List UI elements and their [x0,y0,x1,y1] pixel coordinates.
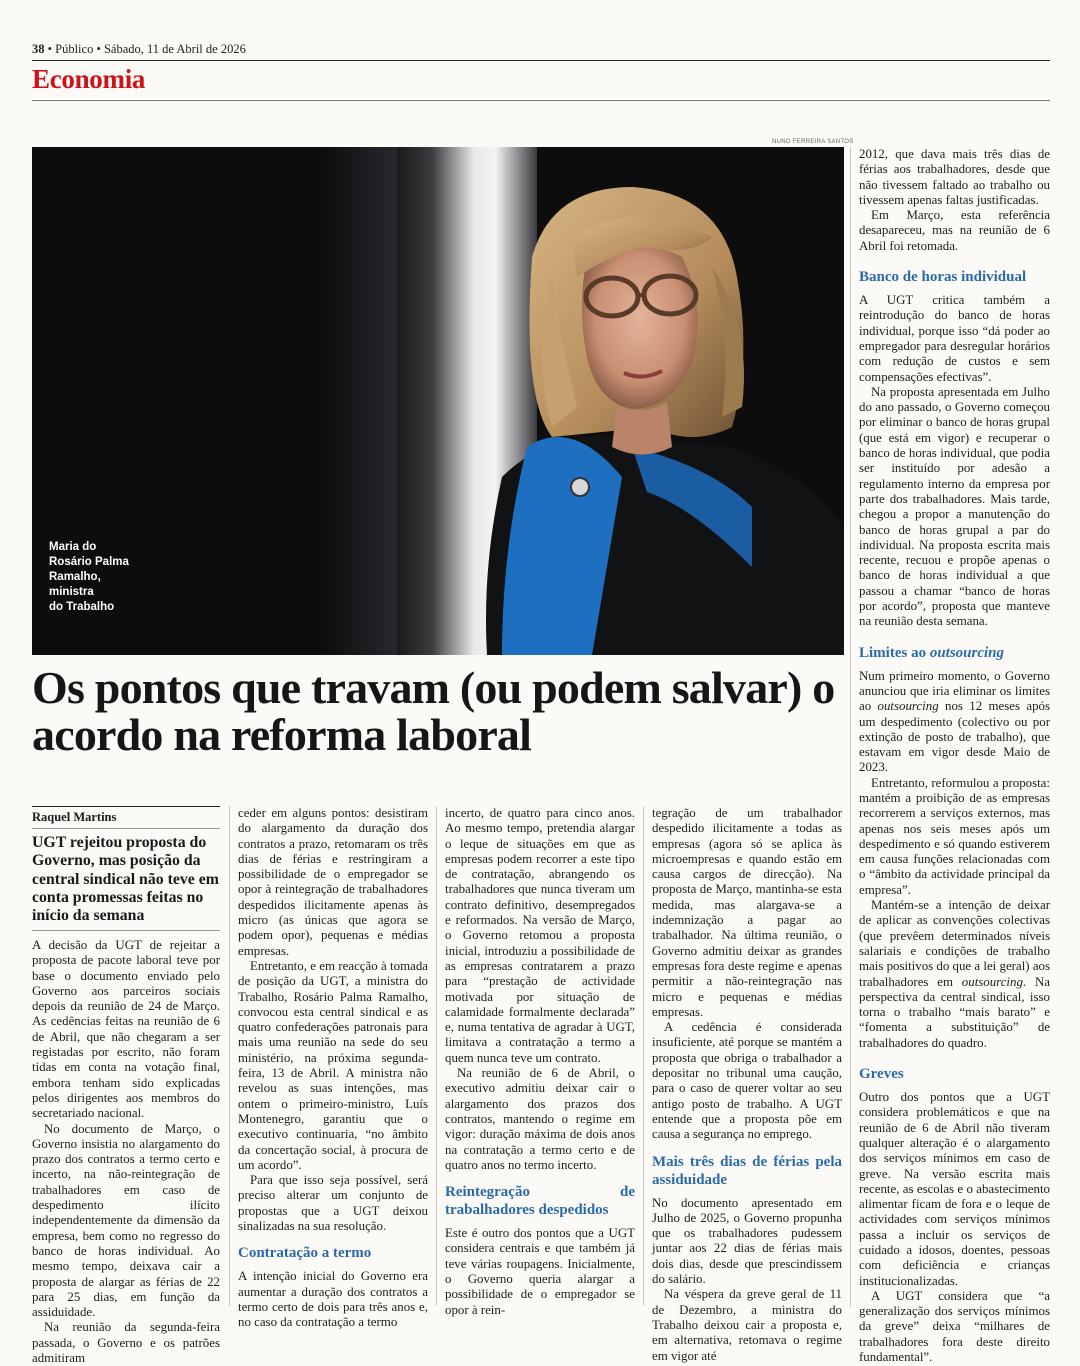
article-lead: UGT rejeitou proposta do Governo, mas posição da central sindical não teve em conta promessas feitas no início da semana [32,834,219,925]
body-paragraph: A decisão da UGT de rejeitar a proposta de pacote laboral teve por base o documento enviado pelo Governo aos parceiros sociais depois da reunião de 24 de Março. As cedências feitas na reunião de 6 de Abril, que não chegaram a ser registadas por escrito, não foram tidas em conta na votação final, embora tenham sido explicadas pelos dirigentes aos membros do secretariado nacional. [32,938,220,1121]
body-paragraph: Este é outro dos pontos que a UGT considera centrais e que também já teve várias roupagens. Inicialmente, o Governo queria alargar a possibilidade de o empregador se opor à rein- [445,1226,635,1317]
column-rule [850,147,851,1307]
body-paragraph: ceder em alguns pontos: desistiram do alargamento da duração dos contratos a prazo, retomaram os três dias de férias e restringiram a possibilidade de o empregador se opor à reintegração de trabalhadores despedidos ilicitamente apenas às micro (as únicas que agora se podem opor), pequenas e médias empresas. [238,806,428,958]
section-rule [32,100,1050,101]
page-folio [32,42,246,57]
subheading-greves: Greves [859,1066,904,1083]
body-paragraph: Na reunião da segunda-feira passada, o Governo e os patrões admitiram [32,1320,220,1366]
caption-line: Rosário Palma [49,556,129,568]
body-paragraph: Em Março, esta referência desapareceu, mas na reunião de 6 Abril foi retomada. [859,208,1050,253]
byline-rule [32,828,220,829]
caption-line: Maria do [49,541,97,553]
body-paragraph: Na véspera da greve geral de 11 de Dezembro, a ministra do Trabalho deixou cair a proposta e, em alternativa, retomava o regime em vigor até [652,1287,842,1363]
column-rule [436,806,437,1306]
subheading-contratacao: Contratação a termo [238,1245,372,1262]
subheading-reintegracao: Reintegração de trabalhadores despedidos [445,1184,635,1219]
body-paragraph: A UGT considera que “a generalização dos serviços mínimos da greve” deixa “milhares de trabalhadores fora deste direito fundamental”. [859,1288,1050,1365]
page-number: 38 [32,42,45,56]
byline-rule [32,806,220,807]
body-paragraph: 2012, que dava mais três dias de férias aos trabalhadores, desde que não tivessem faltado ao trabalho ou tivessem apenas faltas justificadas. [859,147,1050,207]
column-rule [643,806,644,1306]
subheading-italic: outsourcing [929,644,1005,661]
text-run: . Na perspectiva da central sindical, isso torna o trabalho “mais barato” e “fomenta a substituição” de trabalhadores do quadro. [859,974,1050,1050]
caption-line: Ramalho, [49,571,101,583]
body-paragraph: tegração de um trabalhador despedido ilicitamente a todas as empresas (agora só se aplica às microempresas e quando estão em causa cargos de direcção). Na proposta de Março, mantinha-se esta medida, mas alargava-se a indemnização a pagar ao trabalhador. Na última reunião, o Governo admitiu deixar as grandes empresas fora deste regime e apenas permitir a não-reintegração nas micro e pequenas e médias empresas. [652,806,842,1019]
text-run-italic: outsourcing [877,699,939,714]
lead-rule [32,930,220,931]
caption-line: ministra [49,586,94,598]
body-paragraph: incerto, de quatro para cinco anos. Ao mesmo tempo, pretendia alargar o leque de situações em que as empresas podem recorrer a este tipo de contratação, abrangendo os trabalhadores que nunca tiveram um contrato definitivo, desempregados e reformados. Na versão de Março, o Governo retomou a proposta inicial, introduziu a possibilidade de as empresas contratarem a prazo para “prestação de actividade motivada por situação de calamidade formalmente declarada” e, numa tentativa de agradar à UGT, limitava a contratação a termo a quem nunca teve um contrato. [445,806,635,1065]
subheading-banco-horas: Banco de horas individual [859,269,1027,286]
photo-credit: NUNO FERREIRA SANTOS [772,139,854,145]
body-paragraph [859,669,1050,776]
subheading-ferias: Mais três dias de férias pela assiduidade [652,1153,842,1188]
body-column-3 [445,806,635,1318]
body-paragraph: A UGT critica também a reintrodução do banco de horas individual, porque isso “dá poder ao empregador para desregular horários com redução de custos e sem compensações efectivas”. [859,293,1050,384]
folio-text: • Público • Sábado, 11 de Abril de 2026 [44,42,246,56]
body-paragraph: A cedência é considerada insuficiente, até porque se mantém a proposta que obriga o trabalhador a depositar no tribunal uma caução, para o caso de querer voltar ao seu antigo posto de trabalho. A UGT entende que a proposta põe em causa a segurança no emprego. [652,1020,842,1142]
body-paragraph: Entretanto, reformulou a proposta: mantém a proibição de as empresas recorrerem a serviços externos, mas apenas nos seis meses após um despedimento e só quando estiverem em causa funções relacionadas com o “âmbito da actividade principal da empresa”. [859,775,1050,897]
body-paragraph: No documento de Março, o Governo insistia no alargamento do prazo dos contratos a termo certo e incerto, na não-reintegração de trabalhadores em caso de despedimento ilícito independentemente da dimensão da empresa, bem como no regresso do banco de horas individual. Ao mesmo tempo, deixava cair a proposta de alargar as férias de 22 para 25 dias, em função da assiduidade. [32,1121,220,1320]
text-run: Mantém-se a intenção de deixar de aplicar as convenções colectivas (que prevêem determinados níveis salariais e condições de trabalho mais positivos do que a lei geral) aos trabalhadores em [859,898,1050,989]
byline: Raquel Martins [32,810,117,824]
body-paragraph [859,898,1050,1051]
article-headline: Os pontos que travam (ou podem salvar) o acordo na reforma laboral [32,662,835,760]
text-run: Num primeiro momento, o Governo anunciou que iria eliminar os limites ao [859,668,1050,714]
body-paragraph: Na reunião de 6 de Abril, o executivo admitiu deixar cair o alargamento dos prazos dos contratos, mantendo o regime em vigor: duração máxima de dois anos na contratação a termo certo e de quatro anos no termo incerto. [445,1066,635,1172]
text-run: nos 12 meses após um despedimento (colectivo ou por extinção de posto de trabalho), que estavam em vigor desde Maio de 2023. [859,699,1051,775]
body-paragraph: A intenção inicial do Governo era aumentar a duração dos contratos a termo certo de dois para três anos e, no caso da contratação a termo [238,1269,428,1330]
body-column-1 [32,938,220,1366]
body-paragraph: Outro dos pontos que a UGT considera problemáticos e que na reunião de 6 de Abril não tiveram qualquer alteração é o alargamento dos serviços mínimos em caso de greve. Na versão escrita mais recente, as escolas e o abastecimento alimentar ficam de fora e o leque de actividades com serviços mínimos passa a incluir os serviços de cuidado a idosos, doentes, pessoas com deficiência e crianças institucionalizadas. [859,1090,1050,1288]
text-run-italic: outsourcing [961,974,1023,989]
body-column-4 [652,806,842,1364]
column-rule [229,806,230,1306]
body-paragraph: Para que isso seja possível, será preciso alterar um conjunto de propostas que a UGT deixou sinalizadas na sua resolução. [238,1173,428,1234]
caption-line: do Trabalho [49,601,115,613]
body-column-2 [238,806,428,1331]
body-paragraph: Na proposta apresentada em Julho do ano passado, o Governo começou por eliminar o banco de horas grupal (que está em vigor) e recuperar o banco de horas individual, que podia ser instituído por adesão a regulamento interno da empresa por parte dos trabalhadores. Mais tarde, chegou a propor a manutenção do banco de horas grupal a par do individual. Na proposta escrita mais recente, recuou e propõe apenas o banco de horas individual a que passou a chamar “banco de horas por acordo”, proposta que manteve na reunião desta semana. [859,384,1050,629]
subheading-text: Limites ao [859,644,930,661]
body-column-5 [859,147,1050,1365]
section-title: Economia [32,64,146,94]
body-paragraph: Entretanto, e em reacção à tomada de posição da UGT, a ministra do Trabalho, Rosário Palma Ramalho, convocou esta central sindical e as quatro confederações patronais para mais uma reunião na sede do seu ministério, na próxima segunda-feira, 13 de Abril. A ministra não revelou as suas intenções, mas ontem o primeiro-ministro, Luís Montenegro, garantiu que o executivo continuaria, “no âmbito da concertação social, à procura de um acordo”. [238,958,428,1172]
article-photo [32,147,844,655]
photo-caption [49,540,159,615]
body-paragraph: No documento apresentado em Julho de 2025, o Governo propunha que os trabalhadores pudessem juntar aos 22 dias de férias mais dois dias, desde que prescindissem do salário. [652,1195,842,1287]
subheading-outsourcing [859,644,1050,662]
top-rule [32,60,1050,61]
